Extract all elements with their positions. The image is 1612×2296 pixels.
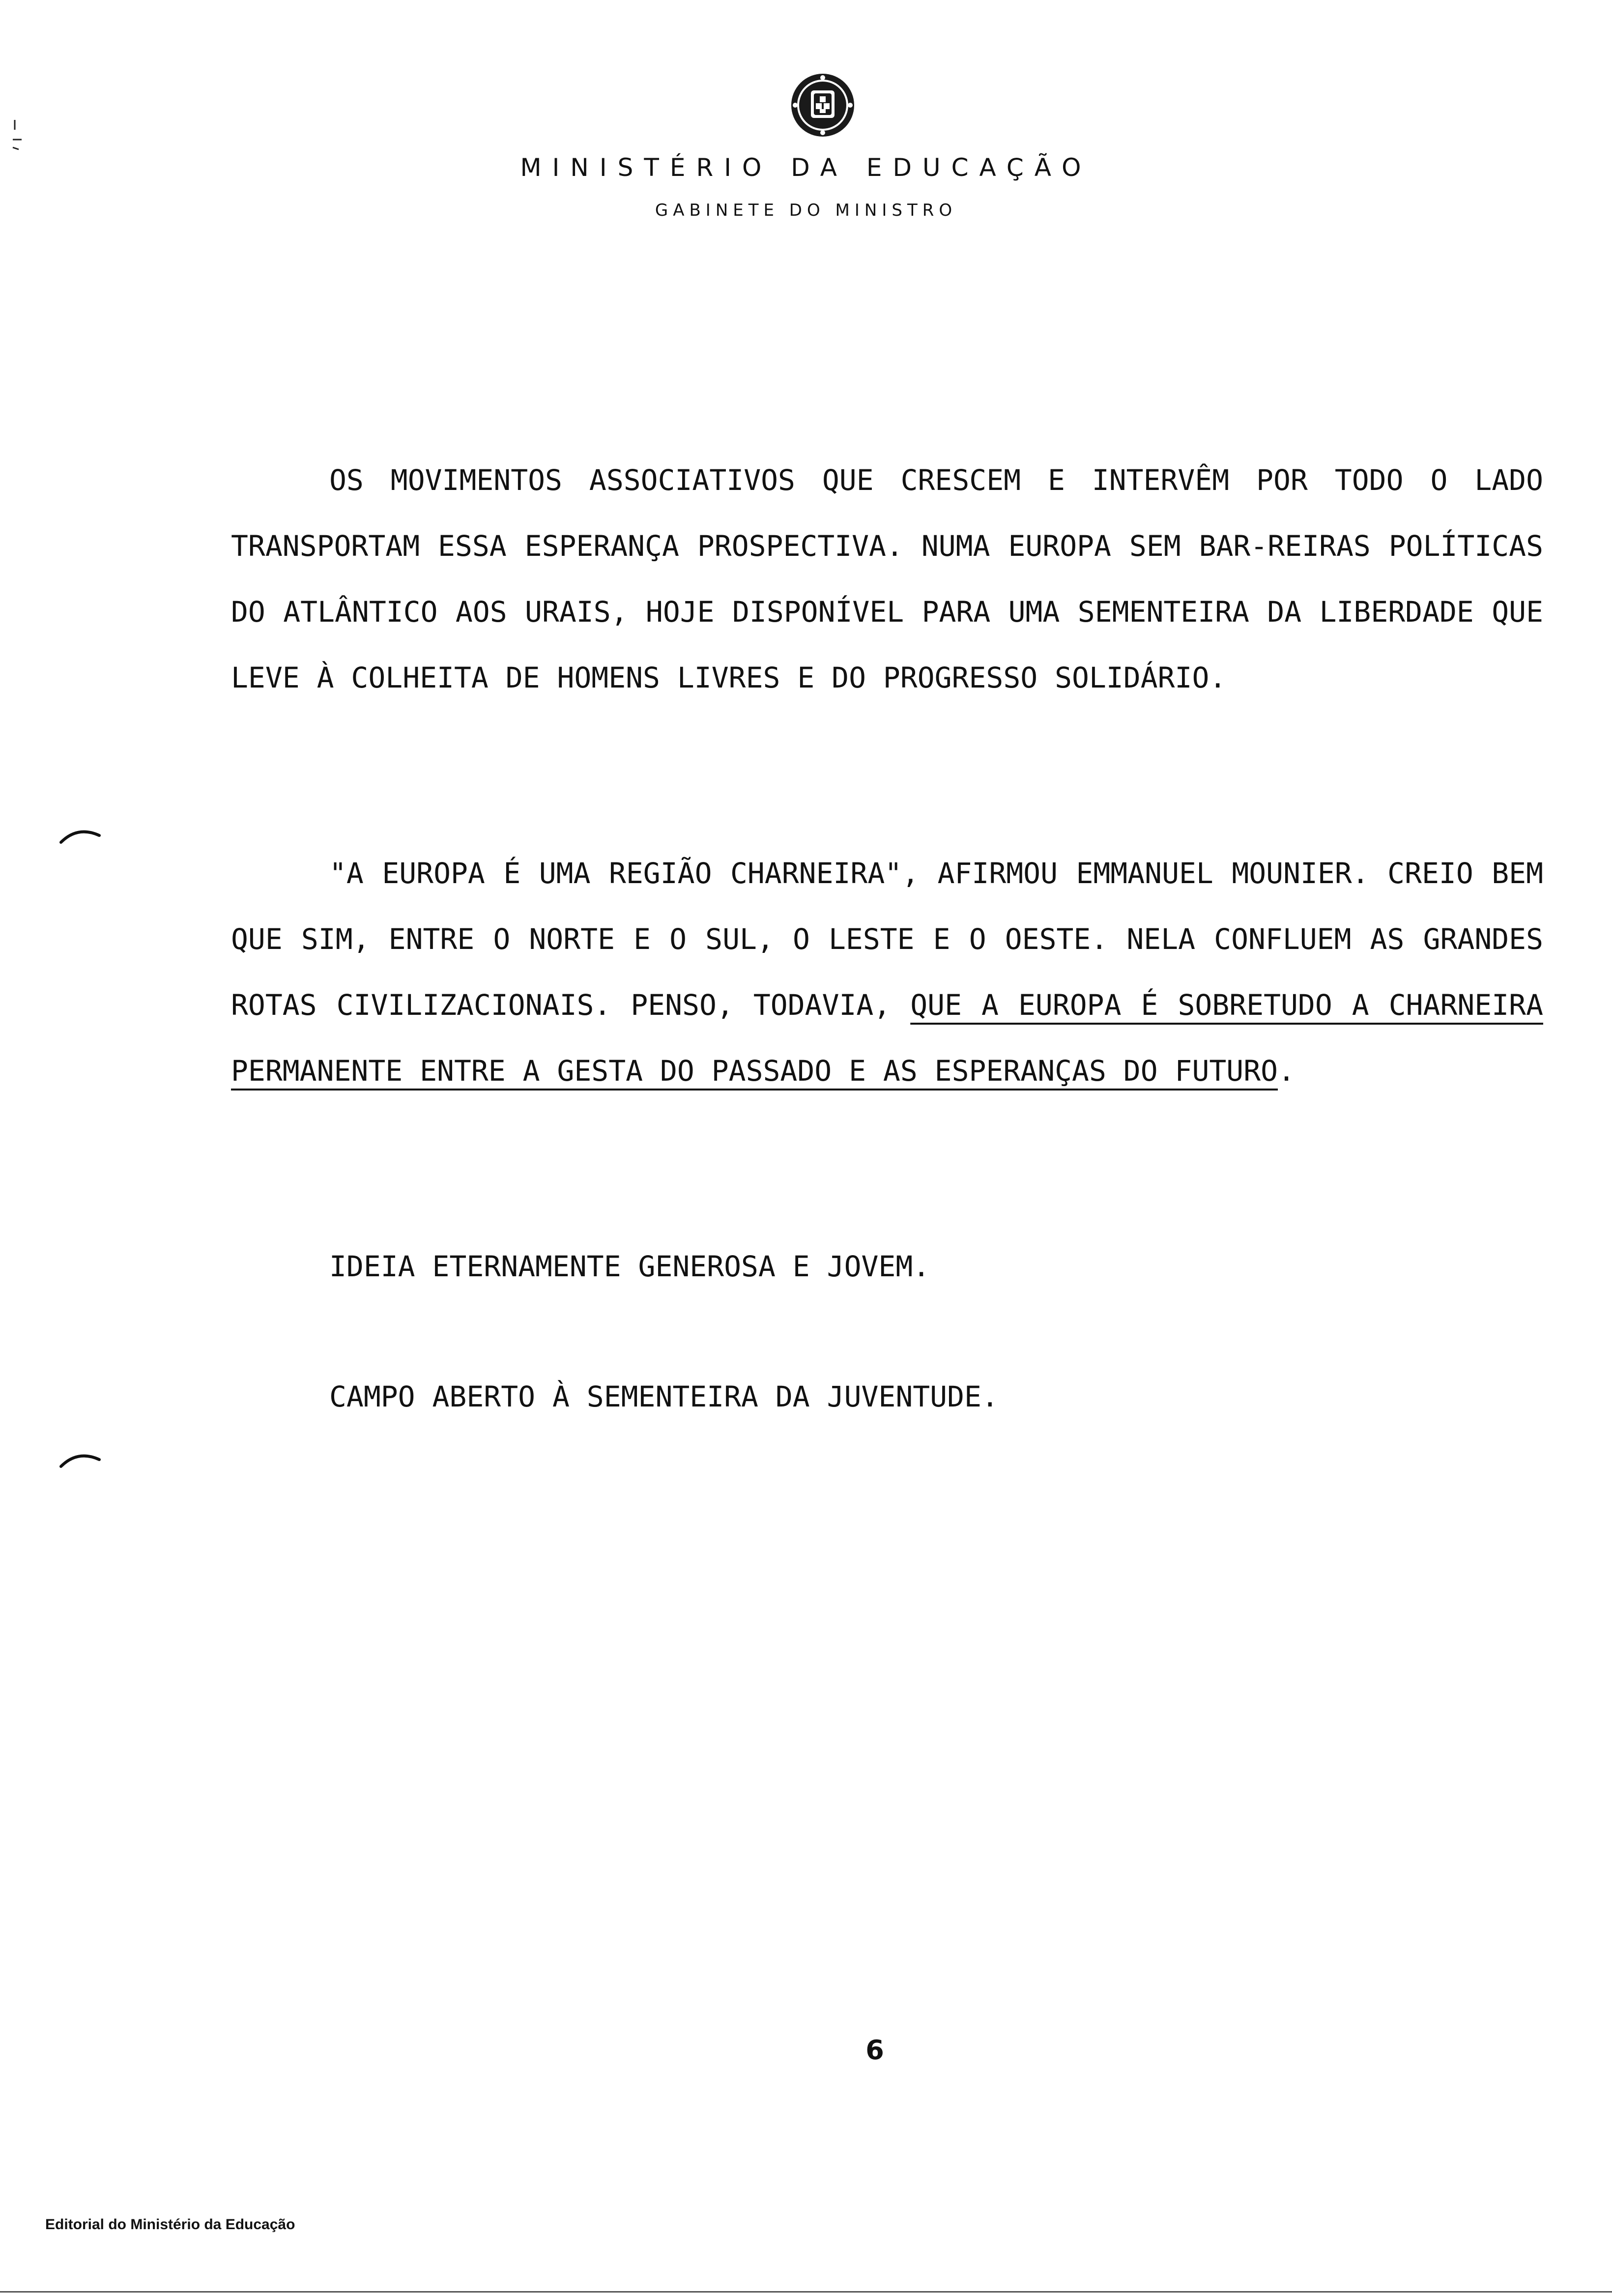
paragraph-4: CAMPO ABERTO À SEMENTEIRA DA JUVENTUDE. bbox=[329, 1380, 999, 1413]
margin-mark-icon bbox=[58, 1450, 102, 1469]
scan-mark-icon bbox=[11, 118, 30, 157]
footer-publisher: Editorial do Ministério da Educação bbox=[45, 2216, 295, 2233]
paragraph-2-end: . bbox=[1278, 1054, 1295, 1088]
paragraph-3: IDEIA ETERNAMENTE GENEROSA E JOVEM. bbox=[329, 1250, 930, 1283]
coat-of-arms-icon bbox=[788, 71, 857, 140]
page-number: 6 bbox=[865, 2035, 884, 2066]
margin-mark-icon bbox=[58, 826, 102, 845]
paragraph-2-text: "A EUROPA É UMA REGIÃO CHARNEIRA", AFIRMOU EMMANUEL MOUNIER. CREIO BEM QUE SIM, ENTRE O NORTE E O SUL, O LESTE E O OESTE. NELA CONFLUEM AS GRANDES ROTAS CIVILIZACIONAIS. PENSO, TODAVIA, bbox=[231, 857, 1543, 1022]
paragraph-2-underlined: QUE A EUROPA É SOBRETUDO A CHARNEIRA PERMANENTE ENTRE A GESTA DO PASSADO E AS ESPERANÇAS DO FUTURO bbox=[231, 988, 1543, 1088]
ministry-title: MINISTÉRIO DA EDUCAÇÃO bbox=[520, 153, 1092, 182]
bottom-rule bbox=[0, 2291, 1612, 2293]
paragraph-1: OS MOVIMENTOS ASSOCIATIVOS QUE CRESCEM E INTERVÊM POR TODO O LADO TRANSPORTAM ESSA ESPERANÇA PROSPECTIVA. NUMA EUROPA SEM BAR-REIRAS POLÍTICAS DO ATLÂNTICO AOS URAIS, HOJE DISPONÍVEL PARA UMA SEMENTEIRA DA LIBERDADE QUE LEVE À COLHEITA DE HOMENS LIVRES E DO PROGRESSO SOLIDÁRIO. bbox=[231, 463, 1543, 694]
cabinet-subtitle: GABINETE DO MINISTRO bbox=[655, 201, 957, 220]
paragraph-2 bbox=[231, 840, 1543, 1104]
